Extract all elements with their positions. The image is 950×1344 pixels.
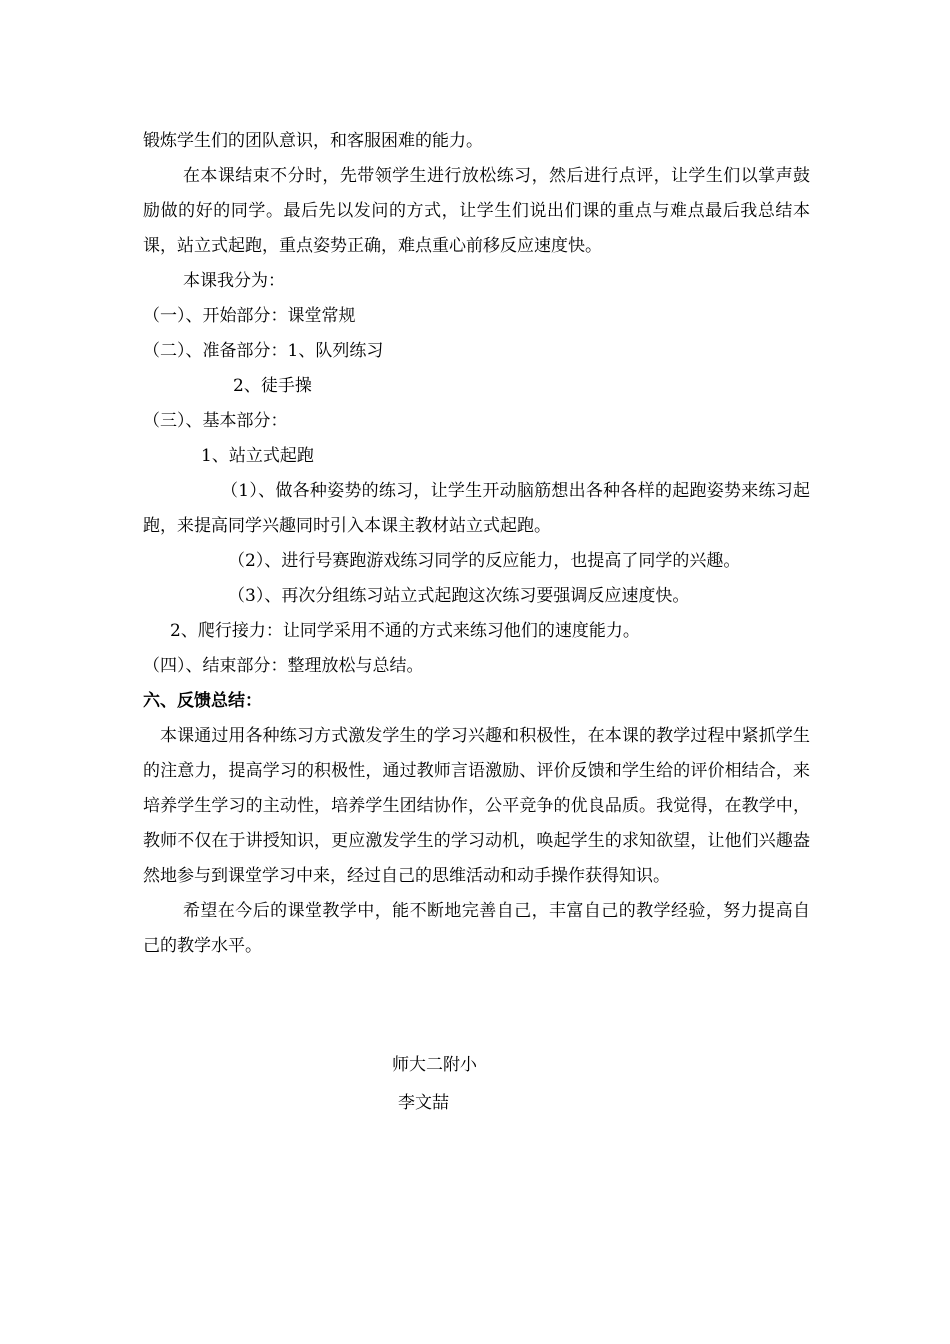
paragraph-sub-item: （1）、做各种姿势的练习，让学生开动脑筋想出各种各样的起跑姿势来练习起跑，来提高同学兴趣同时引入本课主教材站立式起跑。 [143,481,810,536]
text-line: 锻炼学生们的团队意识，和客服困难的能力。 [143,131,483,151]
section-part-three: （三）、基本部分： [143,411,288,431]
signature-school: 师大二附小 [392,1055,477,1075]
paragraph-summary: 在本课结束不分时，先带领学生进行放松练习，然后进行点评，让学生们以掌声鼓励做的好的同学。最后先以发问的方式，让学生们说出们课的重点与难点最后我总结本课，站立式起跑，重点姿势正确，难点重心前移反应速度快。 [143,166,810,256]
list-item: 2、爬行接力：让同学采用不通的方式来练习他们的速度能力。 [170,621,640,641]
section-part-four: （四）、结束部分：整理放松与总结。 [143,656,424,676]
list-item: 1、站立式起跑 [201,446,314,466]
paragraph-feedback: 本课通过用各种练习方式激发学生的学习兴趣和积极性，在本课的教学过程中紧抓学生的注意力，提高学习的积极性，通过教师言语激励、评价反馈和学生给的评价相结合，来培养学生学习的主动性，培养学生团结协作，公平竞争的优良品质。我觉得，在教学中，教师不仅在于讲授知识，更应激发学生的学习动机，唤起学生的求知欲望，让他们兴趣盎然地参与到课堂学习中来，经过自己的思维活动和动手操作获得知识。 [143,726,810,886]
text-line: 本课我分为： [183,271,285,291]
list-item: （2）、进行号赛跑游戏练习同学的反应能力，也提高了同学的兴趣。 [228,551,741,571]
section-part-one: （一）、开始部分：课堂常规 [143,306,356,326]
section-part-two: （二）、准备部分：1、队列练习 [143,341,384,361]
signature-name: 李文喆 [398,1093,449,1113]
section-heading: 六、反馈总结： [143,691,262,711]
paragraph-hope: 希望在今后的课堂教学中，能不断地完善自己，丰富自己的教学经验，努力提高自己的教学水平。 [143,901,810,956]
document-body [143,124,810,964]
list-item: 2、徒手操 [233,376,312,396]
list-item: （3）、再次分组练习站立式起跑这次练习要强调反应速度快。 [228,586,690,606]
